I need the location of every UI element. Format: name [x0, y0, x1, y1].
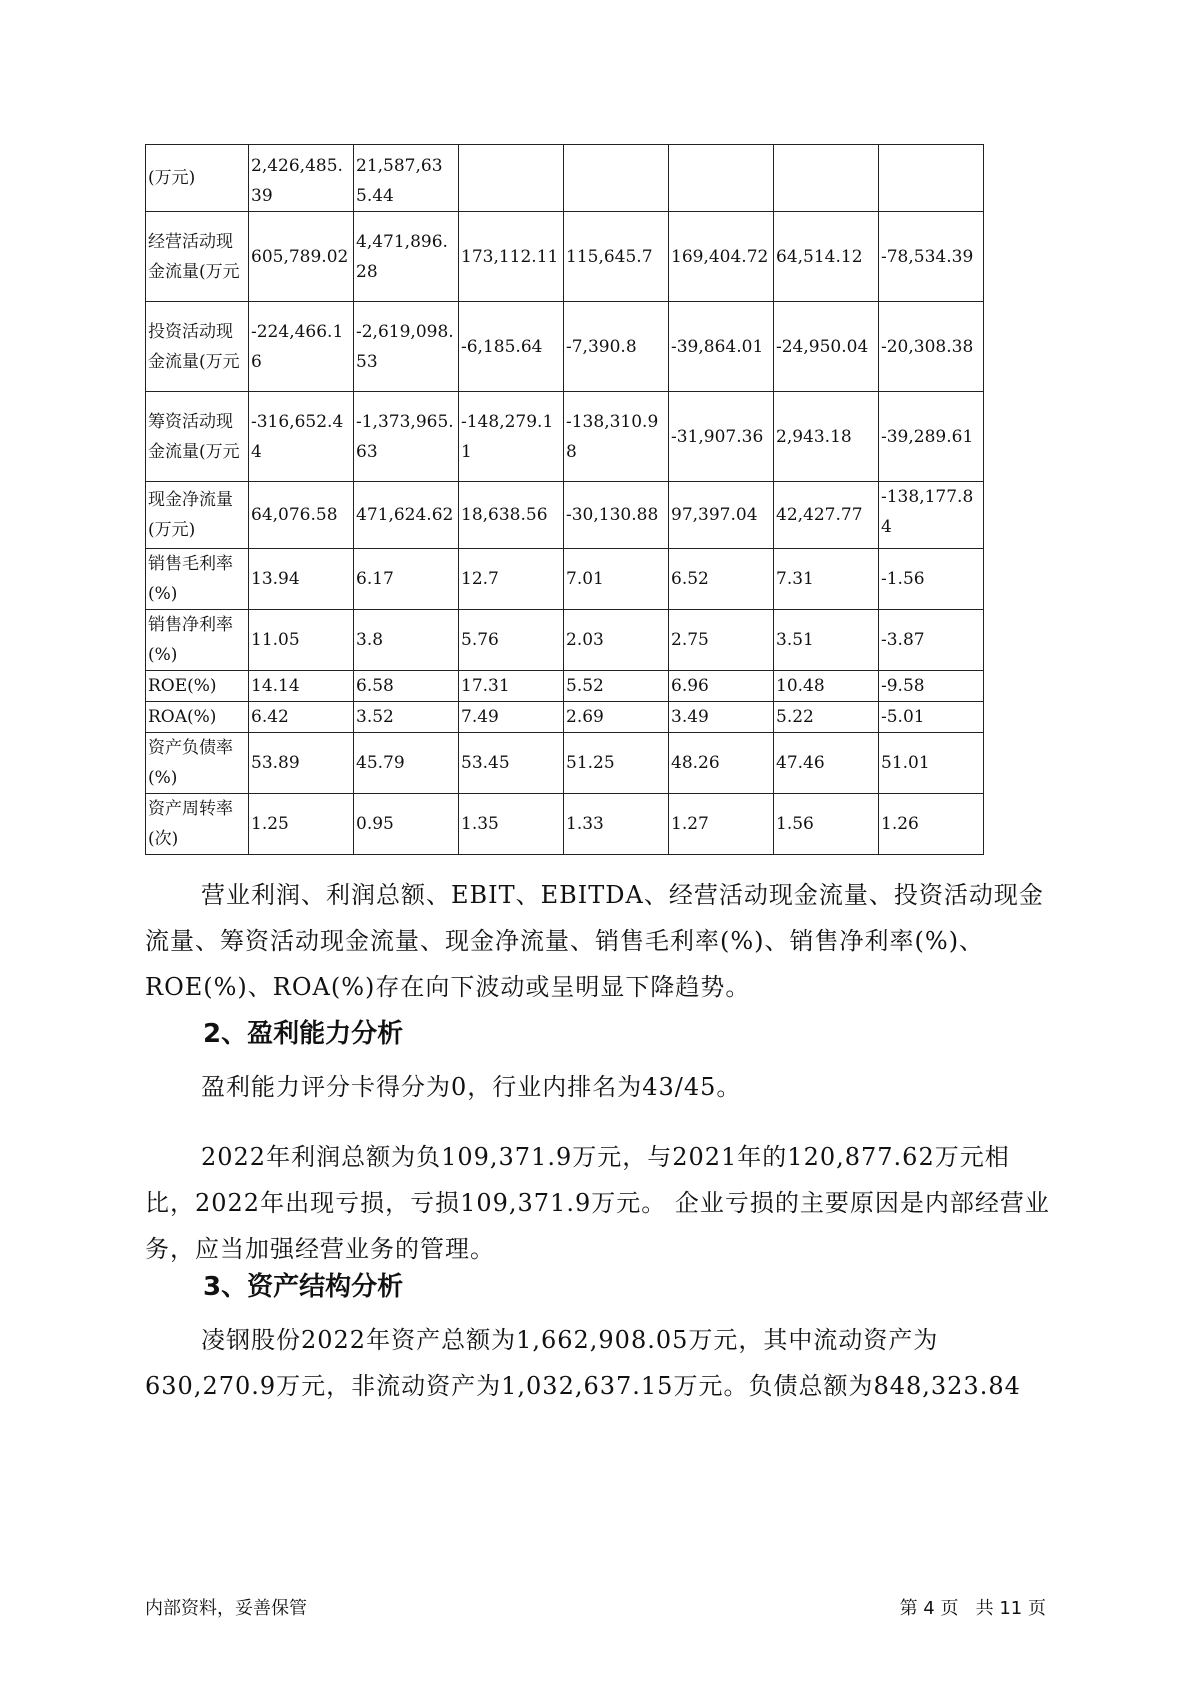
table-cell: -148,279.11: [459, 392, 564, 482]
table-cell: 18,638.56: [459, 482, 564, 549]
table-row: [146, 549, 984, 610]
table-cell: -20,308.38: [879, 302, 984, 392]
heading-asset-structure: 3、资产结构分析: [203, 1272, 404, 1302]
table-cell: -138,177.84: [879, 482, 984, 549]
table-cell: 21,587,635.44: [354, 145, 459, 212]
table-cell: 5.52: [564, 671, 669, 702]
table-cell: [459, 145, 564, 212]
row-label: 资产负债率(%): [146, 733, 249, 794]
table-cell: [564, 145, 669, 212]
table-cell: 7.49: [459, 702, 564, 733]
table-cell: 64,514.12: [774, 212, 879, 302]
table-cell: 3.52: [354, 702, 459, 733]
table-row: [146, 392, 984, 482]
table-cell: -3.87: [879, 610, 984, 671]
table-cell: -224,466.16: [249, 302, 354, 392]
table-cell: 6.58: [354, 671, 459, 702]
table-row: [146, 733, 984, 794]
table-cell: -31,907.36: [669, 392, 774, 482]
table-cell: 2,426,485.39: [249, 145, 354, 212]
footer-confidential: 内部资料，妥善保管: [145, 1598, 307, 1619]
table-cell: -138,310.98: [564, 392, 669, 482]
table-cell: [774, 145, 879, 212]
table-cell: 7.31: [774, 549, 879, 610]
row-label: 筹资活动现金流量(万元: [146, 392, 249, 482]
table-row: [146, 610, 984, 671]
row-label: 销售净利率(%): [146, 610, 249, 671]
table-row: [146, 482, 984, 549]
table-cell: 5.22: [774, 702, 879, 733]
financial-table: [145, 144, 984, 855]
table-cell: 1.56: [774, 794, 879, 855]
table-cell: -2,619,098.53: [354, 302, 459, 392]
row-label: 现金净流量(万元): [146, 482, 249, 549]
table-cell: -5.01: [879, 702, 984, 733]
table-cell: 1.33: [564, 794, 669, 855]
table-cell: 4,471,896.28: [354, 212, 459, 302]
row-label: ROE(%): [146, 671, 249, 702]
row-label: 资产周转率(次): [146, 794, 249, 855]
table-cell: 2,943.18: [774, 392, 879, 482]
table-cell: 2.69: [564, 702, 669, 733]
table-cell: 13.94: [249, 549, 354, 610]
table-cell: 17.31: [459, 671, 564, 702]
table-cell: 0.95: [354, 794, 459, 855]
table-cell: 115,645.7: [564, 212, 669, 302]
table-cell: 51.25: [564, 733, 669, 794]
table-cell: 12.7: [459, 549, 564, 610]
table-cell: 47.46: [774, 733, 879, 794]
table-cell: -1,373,965.63: [354, 392, 459, 482]
table-cell: 173,112.11: [459, 212, 564, 302]
table-cell: 2.03: [564, 610, 669, 671]
table-cell: 1.26: [879, 794, 984, 855]
row-label: ROA(%): [146, 702, 249, 733]
table-cell: -39,864.01: [669, 302, 774, 392]
table-cell: -39,289.61: [879, 392, 984, 482]
table-cell: 6.52: [669, 549, 774, 610]
table-cell: 1.27: [669, 794, 774, 855]
table-row: [146, 671, 984, 702]
table-cell: 1.25: [249, 794, 354, 855]
table-cell: 3.51: [774, 610, 879, 671]
table-cell: 6.17: [354, 549, 459, 610]
paragraph-profit-score: 盈利能力评分卡得分为0，行业内排名为43/45。: [201, 1073, 742, 1101]
table-cell: -30,130.88: [564, 482, 669, 549]
table-cell: 97,397.04: [669, 482, 774, 549]
table-cell: 10.48: [774, 671, 879, 702]
table-cell: 53.45: [459, 733, 564, 794]
table-cell: 51.01: [879, 733, 984, 794]
table-cell: 5.76: [459, 610, 564, 671]
table-cell: -6,185.64: [459, 302, 564, 392]
table-cell: 169,404.72: [669, 212, 774, 302]
table-cell: 471,624.62: [354, 482, 459, 549]
table-cell: -316,652.44: [249, 392, 354, 482]
row-label: 销售毛利率(%): [146, 549, 249, 610]
table-cell: -24,950.04: [774, 302, 879, 392]
table-cell: 7.01: [564, 549, 669, 610]
table-row: [146, 145, 984, 212]
footer-page-number: 第 4 页 共 11 页: [899, 1598, 1046, 1619]
table-cell: -7,390.8: [564, 302, 669, 392]
table-cell: 45.79: [354, 733, 459, 794]
table-cell: 53.89: [249, 733, 354, 794]
table-cell: [879, 145, 984, 212]
paragraph-asset-structure: 凌钢股份2022年资产总额为1,662,908.05万元，其中流动资产为630,270.9万元，非流动资产为1,032,637.15万元。负债总额为848,323.84: [145, 1326, 1021, 1400]
table-row: [146, 302, 984, 392]
table-cell: 6.42: [249, 702, 354, 733]
table-row: [146, 212, 984, 302]
heading-profitability: 2、盈利能力分析: [203, 1019, 404, 1049]
table-cell: 42,427.77: [774, 482, 879, 549]
table-cell: 6.96: [669, 671, 774, 702]
table-cell: -9.58: [879, 671, 984, 702]
row-label: (万元): [146, 145, 249, 212]
table-cell: 64,076.58: [249, 482, 354, 549]
table-row: [146, 702, 984, 733]
table-cell: 2.75: [669, 610, 774, 671]
table-row: [146, 794, 984, 855]
table-cell: -78,534.39: [879, 212, 984, 302]
table-cell: 605,789.02: [249, 212, 354, 302]
paragraph-profit-detail: 2022年利润总额为负109,371.9万元，与2021年的120,877.62万元相比，2022年出现亏损，亏损109,371.9万元。 企业亏损的主要原因是内部经营业务，应当加强经营业务的管理。: [145, 1143, 1050, 1263]
table-cell: -1.56: [879, 549, 984, 610]
table-cell: 14.14: [249, 671, 354, 702]
table-cell: 3.49: [669, 702, 774, 733]
paragraph-trend-summary: 营业利润、利润总额、EBIT、EBITDA、经营活动现金流量、投资活动现金流量、筹资活动现金流量、现金净流量、销售毛利率(%)、销售净利率(%)、ROE(%)、ROA(%)存在向下波动或呈明显下降趋势。: [145, 881, 1044, 1001]
row-label: 投资活动现金流量(万元: [146, 302, 249, 392]
financial-table-body: [146, 145, 984, 855]
table-cell: 1.35: [459, 794, 564, 855]
table-cell: 48.26: [669, 733, 774, 794]
row-label: 经营活动现金流量(万元: [146, 212, 249, 302]
table-cell: 11.05: [249, 610, 354, 671]
table-cell: [669, 145, 774, 212]
table-cell: 3.8: [354, 610, 459, 671]
